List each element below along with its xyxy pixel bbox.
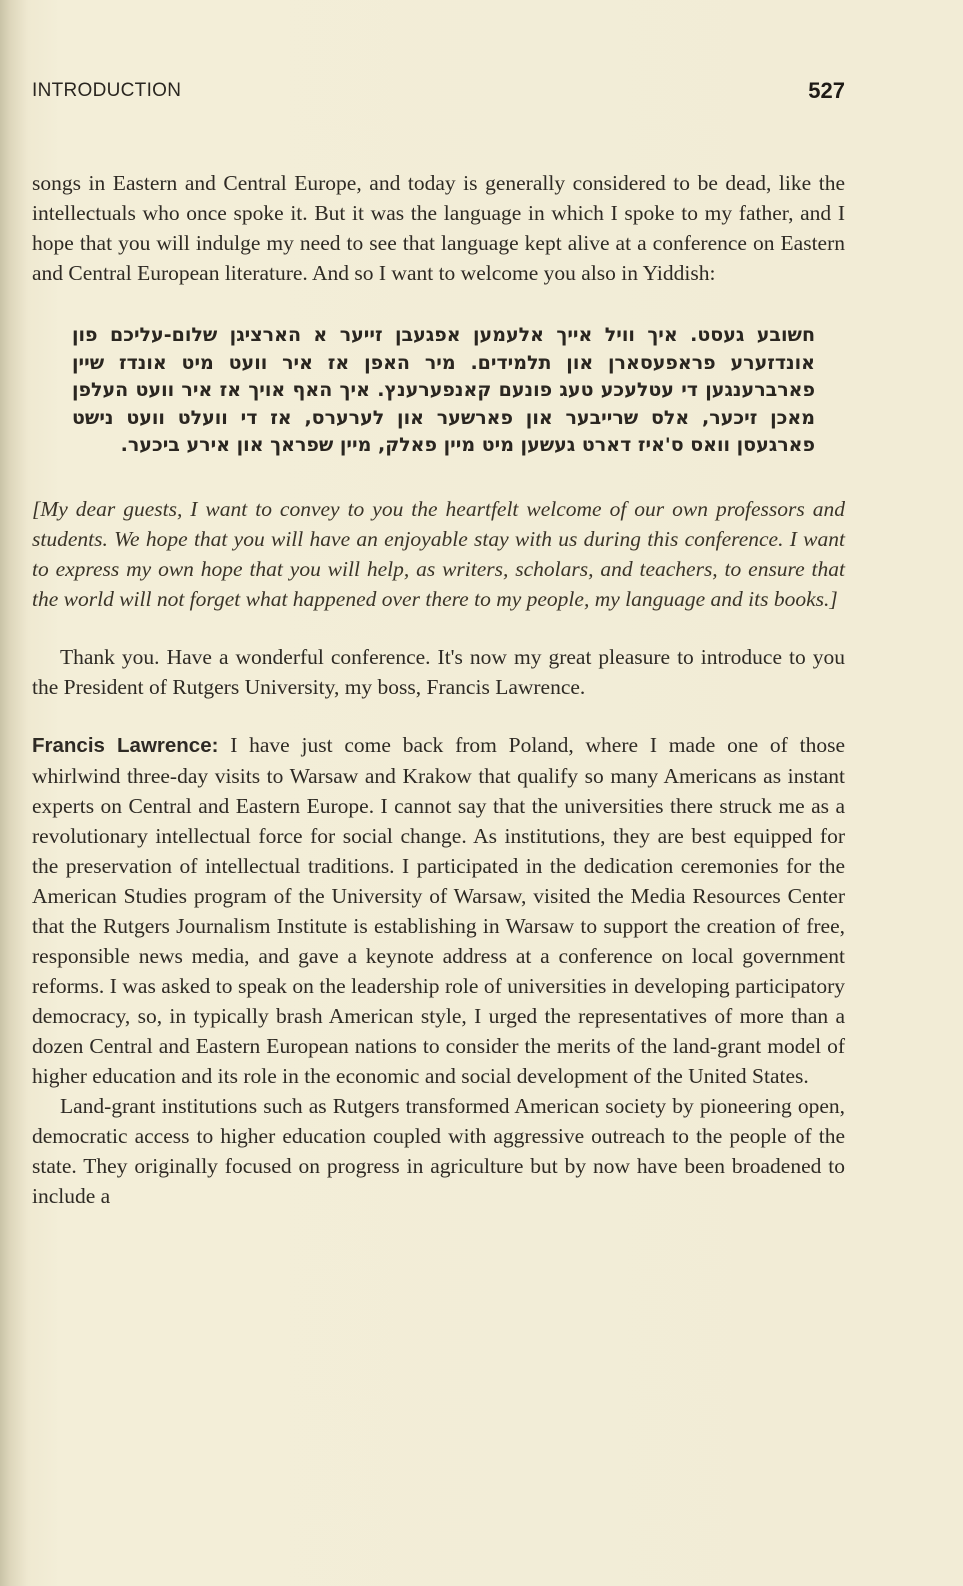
opening-paragraph: songs in Eastern and Central Europe, and today is generally considered to be dead, like the intellectuals who once spoke it. But it was the language in which I spoke to my father, and I hope that you will indulge my need to see that language kept alive at a conference on Eastern and Central European literature. And so I want to welcome you also in Yiddish: [32, 171, 845, 285]
section-title: INTRODUCTION [32, 80, 182, 101]
lawrence-paragraph [32, 730, 845, 1091]
page-body [32, 168, 845, 1211]
thanks-paragraph: Thank you. Have a wonderful conference. It's now my great pleasure to introduce to you the President of Rutgers University, my boss, Francis Lawrence. [32, 644, 845, 699]
lawrence-text: I have just come back from Poland, where I made one of those whirlwind three-day visits to Warsaw and Krakow that qualify so many Americans as instant experts on Central and Eastern Europe. I cannot say that the universities there struck me as a revolutionary intellectual force for social change. As institutions, they are best equipped for the preservation of intellectual traditions. I participated in the dedication ceremonies for the American Studies program of the University of Warsaw, visited the Media Resources Center that the Rutgers Journalism Institute is establishing in Warsaw to support the creation of free, responsible news media, and gave a keynote address at a conference on local government reforms. I was asked to speak on the leadership role of universities in developing participatory democracy, so, in typically brash American style, I urged the representatives of more than a dozen Central and Eastern European nations to consider the merits of the land-grant model of higher education and its role in the economic and social development of the United States. [32, 732, 845, 1088]
page-number: 527 [808, 78, 845, 103]
land-grant-paragraph: Land-grant institutions such as Rutgers transformed American society by pioneering open, democratic access to higher education coupled with aggressive outreach to the people of the state. They originally focused on progress in agriculture but by now have been broadened to include a [32, 1093, 845, 1208]
translation-paragraph: [My dear guests, I want to convey to you the heartfelt welcome of our own professors and students. We hope that you will have an enjoyable stay with us during this conference. I want to express my own hope that you will help, as writers, scholars, and teachers, to ensure that the world will not forget what happened over there to my people, my language and its books.] [32, 496, 845, 611]
running-head [32, 80, 845, 110]
yiddish-greeting: חשובע געסט. איך וויל אייך אלעמען אפגעבן זייער א הארציגן שלום-עליכם פון אונדזערע פראפעסארן און תלמידים. מיר האפן אז איר וועט מיט אונדז שיין פארברענגען די עטלעכע טעג פונעם קאנפערענץ. איך האף אויך אז איר וועט העלפן מאכן זיכער, אלס שרייבער און פארשער און לערערס, אז די וועלט וועט נישט פארגעסן וואס ס'איז דארט געשען מיט מיין פאלק, מיין שפראך און אירע ביכער. [72, 324, 815, 456]
speaker-name: Francis Lawrence: [32, 733, 219, 757]
